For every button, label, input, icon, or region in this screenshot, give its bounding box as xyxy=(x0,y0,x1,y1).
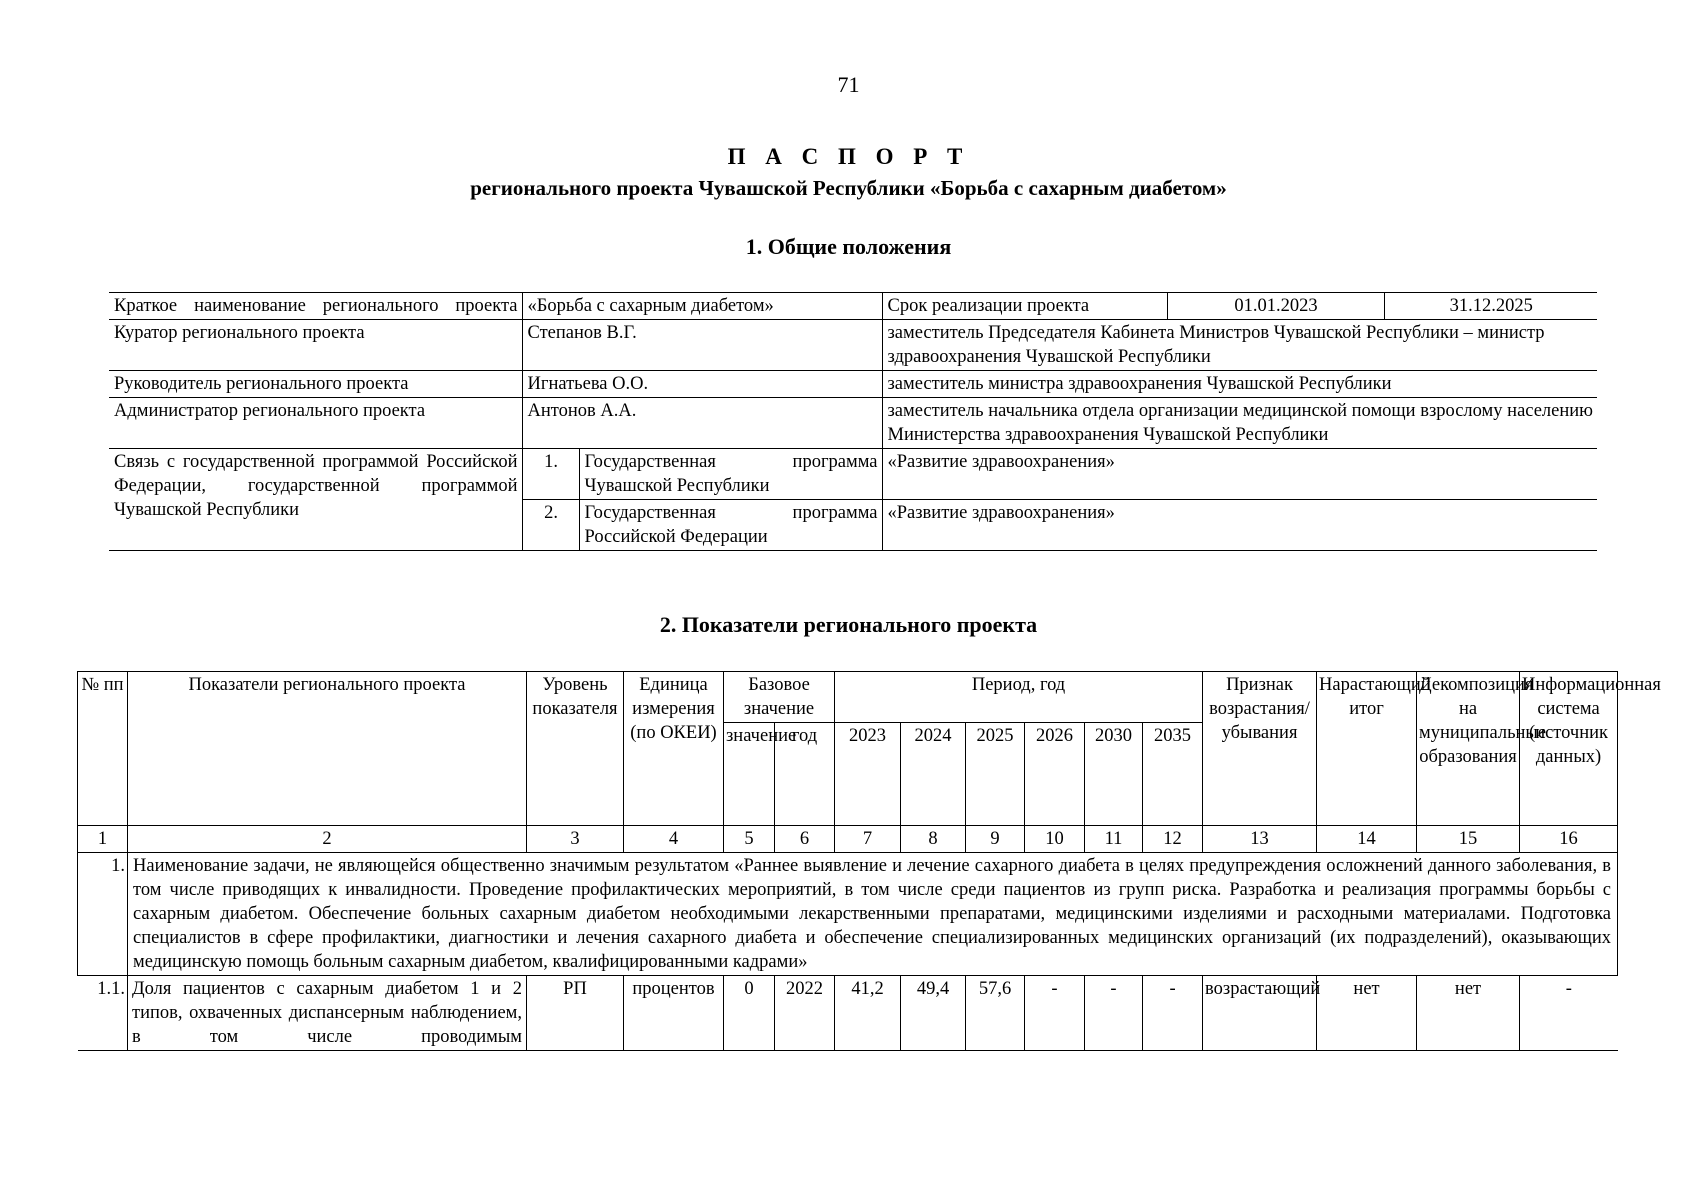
header-info-system: Информационная система (источник данных) xyxy=(1520,672,1618,826)
header-trend: Признак возрастания/ убывания xyxy=(1203,672,1317,826)
header-row-1 xyxy=(78,672,1618,723)
curator-row xyxy=(109,320,1597,371)
info-system: - xyxy=(1520,976,1618,1051)
column-number: 16 xyxy=(1520,826,1618,853)
column-number: 10 xyxy=(1025,826,1085,853)
program-link-label: Связь с государственной программой Российской Федерации, государственной программой Чувашской Республики xyxy=(109,449,522,551)
header-base: Базовое значение xyxy=(724,672,835,723)
task-description: Наименование задачи, не являющейся общественно значимым результатом «Раннее выявление и лечение сахарного диабета в целях предупреждения осложнений данного заболевания, в том числе приводящих к инвалидности. Проведение профилактических мероприятий, в том числе среди пациентов из групп риска. Разработка и реализация программы борьбы с сахарным диабетом. Обеспечение больных сахарным диабетом необходимыми лекарственными препаратами, медицинскими изделиями и расходными материалами. Подготовка специалистов в сфере профилактики, диагностики и лечения сахарного диабета и обеспечение специализированных медицинских организаций (их подразделений), оказывающих медицинскую помощь больным сахарным диабетом, квалифицированными кадрами» xyxy=(128,853,1618,976)
curator-name: Степанов В.Г. xyxy=(522,320,882,371)
short-name-label: Краткое наименование регионального проекта xyxy=(109,293,522,320)
column-number: 6 xyxy=(775,826,835,853)
document-title: П А С П О Р Т xyxy=(727,144,970,169)
section-2-title: 2. Показатели регионального проекта xyxy=(659,612,1038,637)
header-indicator: Показатели регионального проекта xyxy=(128,672,527,826)
header-base-year: год xyxy=(775,723,835,826)
year-value: 41,2 xyxy=(835,976,901,1051)
column-number: 4 xyxy=(624,826,724,853)
column-number: 15 xyxy=(1417,826,1520,853)
header-year: 2025 xyxy=(966,723,1025,826)
header-base-value: значение xyxy=(724,723,775,826)
year-value: 57,6 xyxy=(966,976,1025,1051)
indicators-table xyxy=(77,671,1661,1051)
program-row-1 xyxy=(109,449,1597,500)
program-number: 1. xyxy=(522,449,579,500)
head-row xyxy=(109,371,1597,398)
head-name: Игнатьева О.О. xyxy=(522,371,882,398)
curator-position: заместитель Председателя Кабинета Министров Чувашской Республики – министр здравоохранения Чувашской Республики xyxy=(882,320,1597,371)
admin-name: Антонов А.А. xyxy=(522,398,882,449)
trend-sign: возрастающий xyxy=(1203,976,1317,1051)
indicator-level: РП xyxy=(527,976,624,1051)
header-year: 2035 xyxy=(1143,723,1203,826)
admin-position: заместитель начальника отдела организации медицинской помощи взрослому населению Министерства здравоохранения Чувашской Республики xyxy=(882,398,1597,449)
indicator-name: Доля пациентов с сахарным диабетом 1 и 2 типов, охваченных диспансерным наблюдением, в том числе проводимым xyxy=(128,976,527,1051)
column-number: 7 xyxy=(835,826,901,853)
municipal-decomposition: нет xyxy=(1417,976,1520,1051)
head-position: заместитель министра здравоохранения Чувашской Республики xyxy=(882,371,1597,398)
program-value: «Развитие здравоохранения» xyxy=(882,500,1597,551)
header-decomposition: Декомпозиция на муниципальные образования xyxy=(1417,672,1520,826)
header-num: № пп xyxy=(78,672,128,826)
header-period: Период, год xyxy=(835,672,1203,723)
header-year: 2030 xyxy=(1085,723,1143,826)
column-number: 1 xyxy=(78,826,128,853)
program-name: Государственная программа Чувашской Республики xyxy=(579,449,882,500)
document-subtitle: регионального проекта Чувашской Республики «Борьба с сахарным диабетом» xyxy=(470,176,1227,200)
program-number: 2. xyxy=(522,500,579,551)
column-number: 14 xyxy=(1317,826,1417,853)
column-number: 12 xyxy=(1143,826,1203,853)
year-value: - xyxy=(1085,976,1143,1051)
end-date: 31.12.2025 xyxy=(1384,293,1597,320)
page-number: 71 xyxy=(837,72,860,97)
start-date: 01.01.2023 xyxy=(1167,293,1384,320)
column-number: 2 xyxy=(128,826,527,853)
base-value: 0 xyxy=(724,976,775,1051)
section-1-title: 1. Общие положения xyxy=(745,234,952,259)
short-name-row xyxy=(109,293,1597,320)
header-cumulative: Нарастающий итог xyxy=(1317,672,1417,826)
column-number: 11 xyxy=(1085,826,1143,853)
cumulative-total: нет xyxy=(1317,976,1417,1051)
header-year: 2024 xyxy=(901,723,966,826)
year-value: 49,4 xyxy=(901,976,966,1051)
column-number: 8 xyxy=(901,826,966,853)
indicator-unit: процентов xyxy=(624,976,724,1051)
year-value: - xyxy=(1143,976,1203,1051)
header-unit: Единица измерения (по ОКЕИ) xyxy=(624,672,724,826)
base-year: 2022 xyxy=(775,976,835,1051)
short-name-value: «Борьба с сахарным диабетом» xyxy=(522,293,882,320)
column-number: 3 xyxy=(527,826,624,853)
curator-label: Куратор регионального проекта xyxy=(109,320,522,371)
column-number-row xyxy=(78,826,1618,853)
column-number: 9 xyxy=(966,826,1025,853)
admin-label: Администратор регионального проекта xyxy=(109,398,522,449)
head-label: Руководитель регионального проекта xyxy=(109,371,522,398)
header-year: 2023 xyxy=(835,723,901,826)
task-row xyxy=(78,853,1618,976)
year-value: - xyxy=(1025,976,1085,1051)
general-provisions-table xyxy=(109,292,1597,551)
table-row xyxy=(78,976,1618,1051)
column-number: 5 xyxy=(724,826,775,853)
program-value: «Развитие здравоохранения» xyxy=(882,449,1597,500)
program-name: Государственная программа Российской Федерации xyxy=(579,500,882,551)
column-number: 13 xyxy=(1203,826,1317,853)
header-year: 2026 xyxy=(1025,723,1085,826)
row-number: 1.1. xyxy=(78,976,128,1051)
task-number: 1. xyxy=(78,853,128,976)
header-level: Уровень показателя xyxy=(527,672,624,826)
admin-row xyxy=(109,398,1597,449)
term-label: Срок реализации проекта xyxy=(882,293,1167,320)
